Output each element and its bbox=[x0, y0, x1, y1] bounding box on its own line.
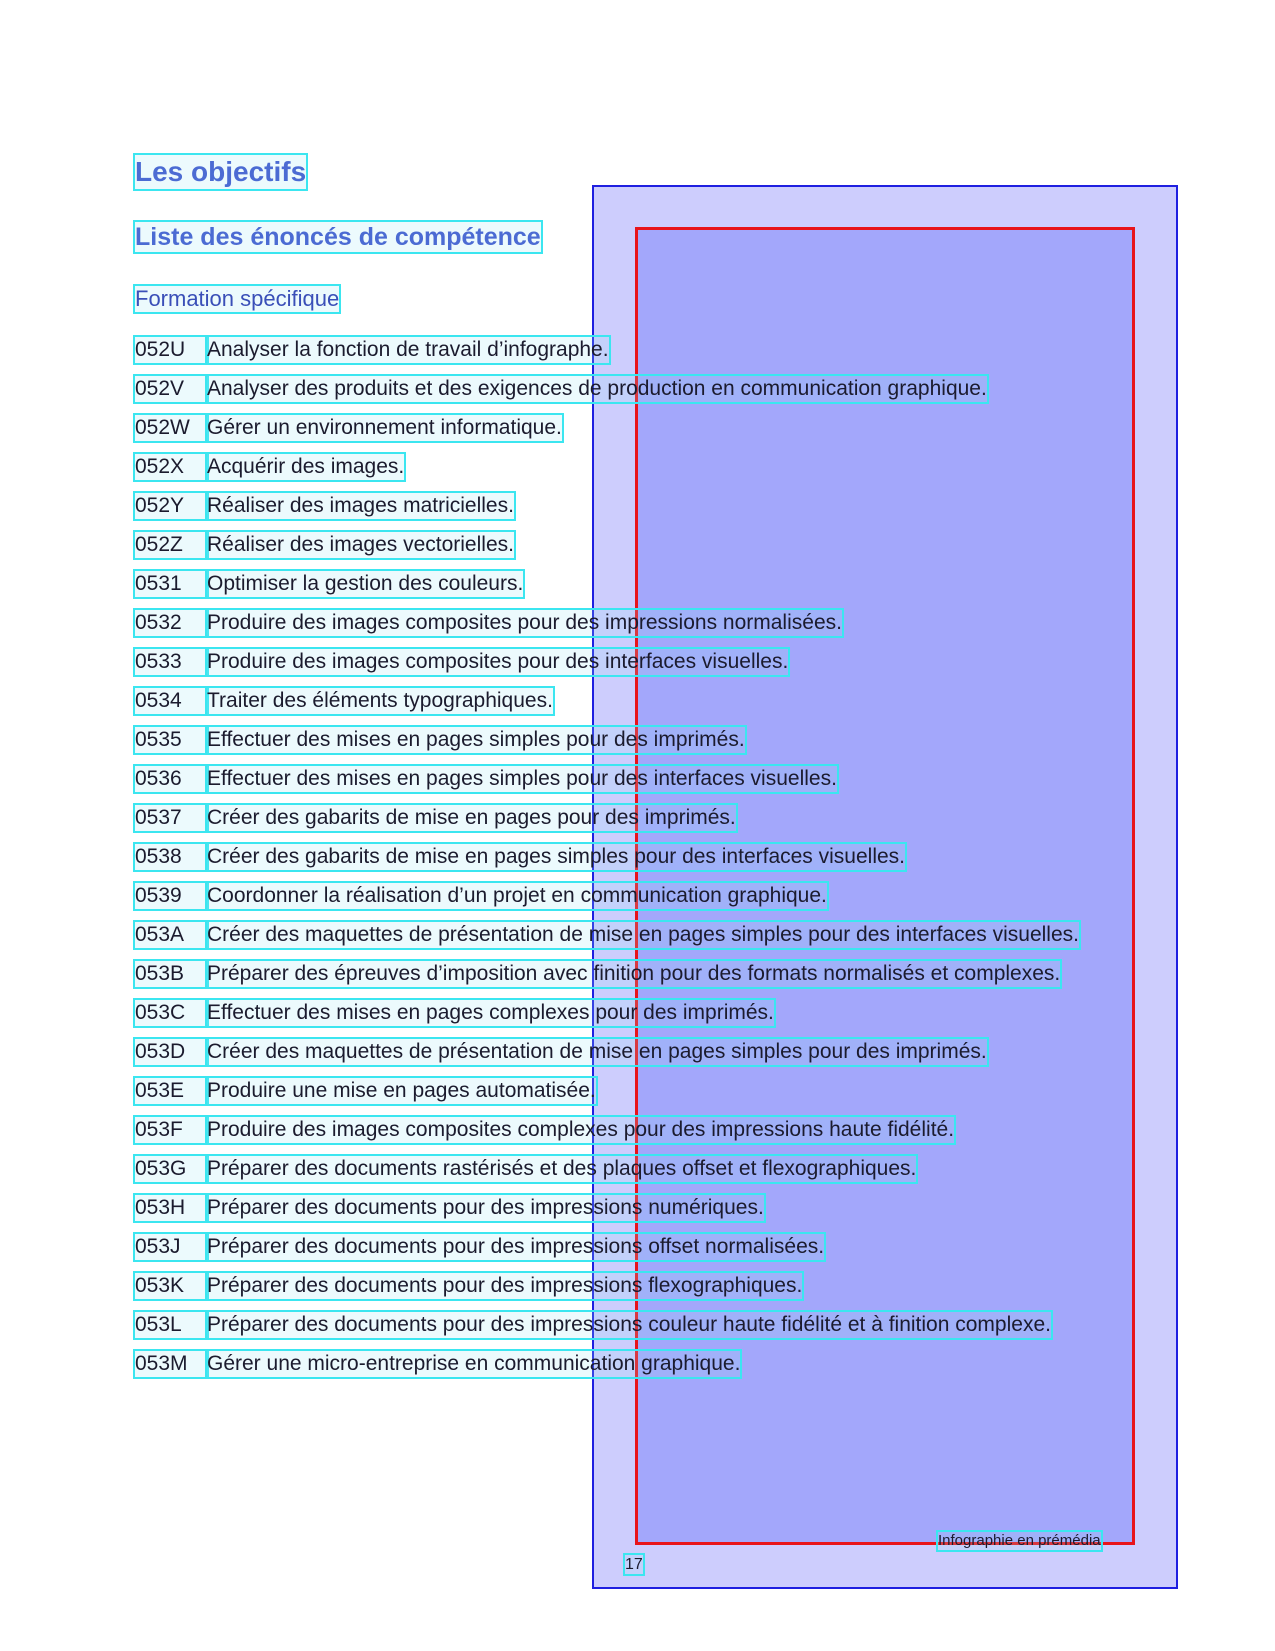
competency-code: 053E bbox=[135, 1078, 207, 1104]
competency-text: Créer des maquettes de présentation de mise en pages simples pour des imprimés. bbox=[207, 1040, 987, 1063]
competency-text: Produire des images composites pour des impressions normalisées. bbox=[207, 611, 842, 634]
competency-text: Préparer des épreuves d’imposition avec finition pour des formats normalisés et complexes. bbox=[207, 962, 1061, 985]
competency-item bbox=[135, 1312, 1135, 1338]
competency-list bbox=[135, 337, 1135, 1390]
competency-code: 053A bbox=[135, 922, 207, 948]
competency-text: Analyser la fonction de travail d’infographe. bbox=[207, 338, 609, 361]
competency-item bbox=[135, 610, 1135, 636]
footer-program-title: Infographie en prémédia bbox=[938, 1532, 1101, 1549]
competency-text: Gérer un environnement informatique. bbox=[207, 416, 562, 439]
competency-text: Effectuer des mises en pages simples pour des imprimés. bbox=[207, 728, 745, 751]
competency-item bbox=[135, 922, 1135, 948]
competency-code: 0538 bbox=[135, 844, 207, 870]
page-number: 17 bbox=[625, 1556, 643, 1573]
competency-text: Effectuer des mises en pages simples pour des interfaces visuelles. bbox=[207, 767, 837, 790]
competency-item bbox=[135, 1195, 1135, 1221]
competency-code: 053G bbox=[135, 1156, 207, 1182]
page-title: Les objectifs bbox=[135, 156, 307, 187]
competency-code: 0533 bbox=[135, 649, 207, 675]
competency-item bbox=[135, 1039, 1135, 1065]
competency-item bbox=[135, 337, 1135, 363]
competency-code: 052Z bbox=[135, 532, 207, 558]
competency-item bbox=[135, 1234, 1135, 1260]
competency-code: 052Y bbox=[135, 493, 207, 519]
competency-text: Préparer des documents pour des impressions offset normalisées. bbox=[207, 1235, 825, 1258]
competency-item bbox=[135, 1351, 1135, 1377]
competency-text: Analyser des produits et des exigences de production en communication graphique. bbox=[207, 377, 987, 400]
competency-item bbox=[135, 376, 1135, 402]
competency-item bbox=[135, 1117, 1135, 1143]
competency-item bbox=[135, 766, 1135, 792]
competency-item bbox=[135, 1000, 1135, 1026]
competency-text: Préparer des documents pour des impressions flexographiques. bbox=[207, 1274, 803, 1297]
subsection-heading: Formation spécifique bbox=[135, 286, 340, 311]
competency-text: Gérer une micro-entreprise en communication graphique. bbox=[207, 1352, 741, 1375]
competency-item bbox=[135, 532, 1135, 558]
competency-code: 0536 bbox=[135, 766, 207, 792]
competency-text: Créer des gabarits de mise en pages simples pour des interfaces visuelles. bbox=[207, 845, 906, 868]
competency-code: 053L bbox=[135, 1312, 207, 1338]
competency-text: Préparer des documents pour des impressions numériques. bbox=[207, 1196, 764, 1219]
competency-code: 0537 bbox=[135, 805, 207, 831]
competency-text: Préparer des documents rastérisés et des plaques offset et flexographiques. bbox=[207, 1157, 917, 1180]
competency-text: Réaliser des images matricielles. bbox=[207, 494, 514, 517]
competency-code: 053J bbox=[135, 1234, 207, 1260]
competency-text: Produire une mise en pages automatisée. bbox=[207, 1079, 596, 1102]
competency-item bbox=[135, 415, 1135, 441]
competency-text: Réaliser des images vectorielles. bbox=[207, 533, 514, 556]
competency-code: 0539 bbox=[135, 883, 207, 909]
competency-code: 053F bbox=[135, 1117, 207, 1143]
section-heading: Liste des énoncés de compétence bbox=[135, 223, 541, 251]
competency-code: 0535 bbox=[135, 727, 207, 753]
competency-code: 0532 bbox=[135, 610, 207, 636]
competency-item bbox=[135, 454, 1135, 480]
competency-text: Créer des gabarits de mise en pages pour des imprimés. bbox=[207, 806, 736, 829]
competency-item bbox=[135, 571, 1135, 597]
competency-code: 053B bbox=[135, 961, 207, 987]
competency-text: Créer des maquettes de présentation de mise en pages simples pour des interfaces visuelles. bbox=[207, 923, 1079, 946]
competency-text: Acquérir des images. bbox=[207, 455, 405, 478]
competency-item bbox=[135, 1273, 1135, 1299]
competency-item bbox=[135, 727, 1135, 753]
competency-code: 053C bbox=[135, 1000, 207, 1026]
competency-item bbox=[135, 688, 1135, 714]
competency-item bbox=[135, 844, 1135, 870]
competency-code: 0531 bbox=[135, 571, 207, 597]
competency-item bbox=[135, 649, 1135, 675]
competency-text: Produire des images composites pour des interfaces visuelles. bbox=[207, 650, 789, 673]
competency-item bbox=[135, 1156, 1135, 1182]
competency-code: 052X bbox=[135, 454, 207, 480]
competency-item bbox=[135, 1078, 1135, 1104]
competency-text: Effectuer des mises en pages complexes pour des imprimés. bbox=[207, 1001, 774, 1024]
competency-text: Produire des images composites complexes pour des impressions haute fidélité. bbox=[207, 1118, 955, 1141]
competency-item bbox=[135, 883, 1135, 909]
competency-item bbox=[135, 961, 1135, 987]
competency-text: Traiter des éléments typographiques. bbox=[207, 689, 553, 712]
competency-code: 053K bbox=[135, 1273, 207, 1299]
competency-text: Coordonner la réalisation d’un projet en communication graphique. bbox=[207, 884, 827, 907]
competency-item bbox=[135, 493, 1135, 519]
competency-code: 053D bbox=[135, 1039, 207, 1065]
competency-code: 053H bbox=[135, 1195, 207, 1221]
competency-text: Optimiser la gestion des couleurs. bbox=[207, 572, 524, 595]
competency-code: 052U bbox=[135, 337, 207, 363]
competency-code: 052V bbox=[135, 376, 207, 402]
competency-text: Préparer des documents pour des impressions couleur haute fidélité et à finition complexe. bbox=[207, 1313, 1051, 1336]
competency-item bbox=[135, 805, 1135, 831]
competency-code: 0534 bbox=[135, 688, 207, 714]
competency-code: 052W bbox=[135, 415, 207, 441]
competency-code: 053M bbox=[135, 1351, 207, 1377]
